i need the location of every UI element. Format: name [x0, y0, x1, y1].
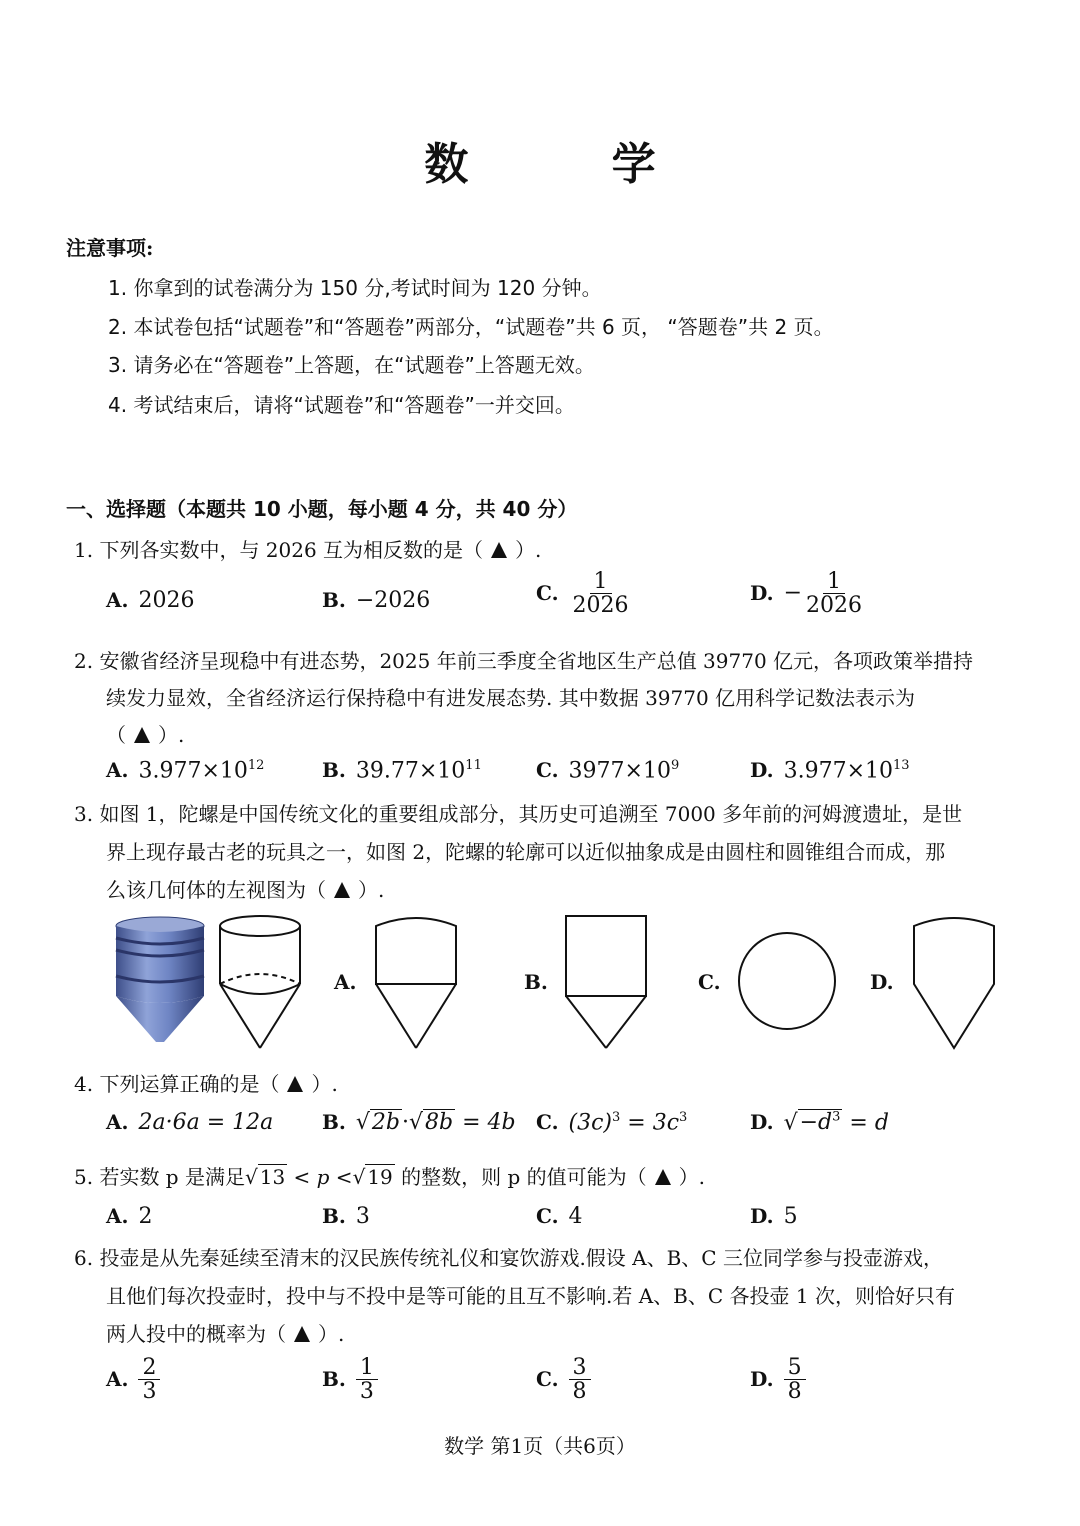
page-footer: 数学 第1页（共6页） [444, 1434, 636, 1458]
q5-stem: 5. 若实数 p 是满足√ 13 < p <√ 19 的整数，则 p 的值可能为（ ）. [74, 1165, 705, 1189]
q2-option-a: A. $3.977\times 10^{12}$ [106, 758, 265, 784]
q1-option-a: A. 2026 [106, 588, 195, 613]
q3-option-b-figure [562, 912, 650, 1052]
cylinder-cone-figure [214, 912, 306, 1052]
q6-line-3: 两人投中的概率为（ ）. [106, 1322, 345, 1346]
q1-option-c: C. $\frac{1}{2026}$ [536, 569, 629, 619]
notice-item-3: 3. 请务必在“答题卷”上答题，在“试题卷”上答题无效。 [108, 353, 595, 377]
q3-option-b-label: B. [524, 970, 548, 994]
q6-option-a: A. $\frac{2}{3}$ [106, 1356, 160, 1403]
answer-triangle-icon [294, 1326, 310, 1342]
q3-option-c-figure [734, 928, 840, 1034]
q2-line-1: 2. 安徽省经济呈现稳中有进态势，2025 年前三季度全省地区生产总值 39770 亿元，各项政策举措持 [74, 649, 974, 673]
q3-option-c-label: C. [698, 970, 721, 994]
q6-line-2: 且他们每次投壶时，投中与不投中是等可能的且互不影响.若 A、B、C 各投壶 1 次，则恰好只有 [106, 1284, 955, 1308]
q3-option-d-figure [910, 912, 998, 1052]
q5-option-c: C. 4 [536, 1204, 583, 1229]
answer-triangle-icon [334, 882, 350, 898]
q6-option-b: B. $\frac{1}{3}$ [322, 1356, 378, 1403]
q5-option-b: B. 3 [322, 1204, 370, 1229]
answer-triangle-icon [134, 727, 150, 743]
q4-option-c: C. $(3c)^3 = 3c^3$ [536, 1110, 688, 1136]
q4-option-d: D. $√-d^3 = d$ [750, 1110, 889, 1136]
q4-option-a: A. 2a·6a = 12a [106, 1110, 274, 1135]
q6-option-d: D. $\frac{5}{8}$ [750, 1356, 806, 1403]
q2-line-3: （ ）. [106, 723, 185, 747]
q2-line-2: 续发力显效，全省经济运行保持稳中有进发展态势. 其中数据 39770 亿用科学记数法表示为 [106, 686, 916, 710]
q3-line-2: 界上现存最古老的玩具之一，如图 2，陀螺的轮廓可以近似抽象成是由圆柱和圆锥组合而成，那 [106, 840, 946, 864]
spinning-top-photo [112, 914, 208, 1046]
q3-line-1: 3. 如图 1，陀螺是中国传统文化的重要组成部分，其历史可追溯至 7000 多年前的河姆渡遗址，是世 [74, 802, 963, 826]
q2-option-c: C. $3977\times 10^9$ [536, 758, 680, 784]
page-title: 数 学 [424, 139, 720, 190]
q1-option-b: B. −2026 [322, 588, 431, 613]
q3-line-3: 么该几何体的左视图为（ ）. [106, 878, 385, 902]
notice-heading: 注意事项: [66, 236, 154, 260]
notice-item-4: 4. 考试结束后，请将“试题卷”和“答题卷”一并交回。 [108, 393, 575, 417]
q3-option-a-figure [372, 912, 460, 1052]
q5-option-d: D. 5 [750, 1204, 798, 1229]
q4-stem: 4. 下列运算正确的是（ ）. [74, 1072, 338, 1096]
q3-option-a-label: A. [334, 970, 357, 994]
notice-item-2: 2. 本试卷包括“试题卷”和“答题卷”两部分，“试题卷”共 6 页， “答题卷”共 2 页。 [108, 315, 834, 339]
q1-option-d: D. − $\frac{1}{2026}$ [750, 569, 863, 619]
notice-item-1: 1. 你拿到的试卷满分为 150 分,考试时间为 120 分钟。 [108, 276, 602, 300]
q1-stem: 1. 下列各实数中，与 2026 互为相反数的是（ ）. [74, 538, 542, 562]
q2-option-b: B. $39.77\times 10^{11}$ [322, 758, 482, 784]
q5-option-a: A. 2 [106, 1204, 153, 1229]
answer-triangle-icon [655, 1169, 671, 1185]
q6-option-c: C. $\frac{3}{8}$ [536, 1356, 591, 1403]
section-heading: 一、选择题（本题共 10 小题，每小题 4 分，共 40 分） [66, 497, 578, 521]
q3-option-d-label: D. [870, 970, 894, 994]
answer-triangle-icon [491, 542, 507, 558]
q6-line-1: 6. 投壶是从先秦延续至清末的汉民族传统礼仪和宴饮游戏.假设 A、B、C 三位同学参与投壶游戏， [74, 1246, 943, 1270]
q2-option-d: D. $3.977\times 10^{13}$ [750, 758, 910, 784]
q4-option-b: B. √2b·√8b = 4b [322, 1110, 516, 1135]
answer-triangle-icon [287, 1076, 303, 1092]
